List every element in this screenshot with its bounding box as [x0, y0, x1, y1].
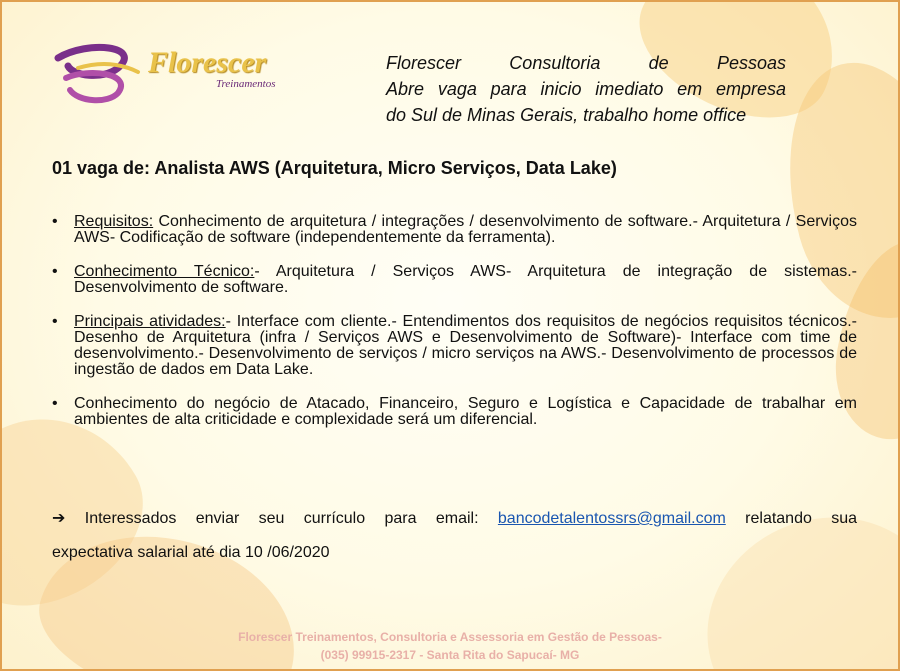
list-item — [52, 314, 857, 378]
salary-expectation-text: expectativa salarial até dia 10 /06/2020 — [52, 544, 330, 561]
email-link[interactable]: bancodetalentossrs@gmail.com — [497, 510, 726, 527]
item-label: Requisitos: — [74, 213, 154, 230]
footer-company: Florescer Treinamentos, Consultoria e Assessoria em Gestão de Pessoas- — [238, 630, 662, 644]
cta-text: relatando sua — [745, 510, 858, 527]
cta-text: Interessados enviar seu currículo para email: — [84, 510, 479, 527]
bullet-icon: • — [52, 395, 58, 412]
header-line: Florescer Consultoria de Pessoas — [386, 53, 786, 73]
call-to-action — [52, 508, 857, 528]
item-text: Conhecimento do negócio de Atacado, Financeiro, Seguro e Logística e Capacidade de trabalhar em ambientes de alta criticidade e complexidade será um diferencial. — [74, 395, 857, 428]
list-item — [52, 214, 857, 246]
item-text: - Interface com cliente.- Entendimentos dos requisitos de negócios requisitos técnicos.- Desenho de Arquitetura (infra / Serviços AWS e Desenvolvimento de Software)- Interface com time de desenvolvimento.- Desenvolvimento de serviços / micro serviços na AWS.- Desenvolvimento de processos de ingestão de dados em Data Lake. — [74, 313, 857, 378]
bullet-icon: • — [52, 213, 58, 230]
arrow-right-icon: ➔ — [52, 510, 66, 527]
header-line: Abre vaga para inicio imediato em empresa — [386, 79, 786, 99]
item-text: Conhecimento de arquitetura / integrações / desenvolvimento de software.- Arquitetura / Serviços AWS- Codificação de software (independentemente da ferramenta). — [74, 213, 857, 246]
header-line: do Sul de Minas Gerais, trabalho home office — [386, 105, 747, 125]
bullet-icon: • — [52, 313, 58, 330]
logo-subtitle: Treinamentos — [216, 78, 276, 90]
logo-swirl-icon — [48, 38, 158, 108]
item-label: Principais atividades: — [74, 313, 226, 330]
logo-name: Florescer — [148, 46, 267, 79]
florescer-logo — [48, 38, 348, 108]
requirements-list — [52, 214, 857, 446]
footer-contact: (035) 99915-2317 - Santa Rita do Sapucaí- MG — [320, 648, 580, 662]
list-item — [52, 264, 857, 296]
list-item — [52, 396, 857, 428]
job-title: 01 vaga de: Analista AWS (Arquitetura, Micro Serviços, Data Lake) — [52, 158, 617, 178]
item-label: Conhecimento Técnico: — [74, 263, 255, 280]
bullet-icon: • — [52, 263, 58, 280]
item-text: - Arquitetura / Serviços AWS- Arquitetura de integração de sistemas.- Desenvolvimento de software. — [74, 263, 858, 296]
header-block — [386, 50, 786, 128]
